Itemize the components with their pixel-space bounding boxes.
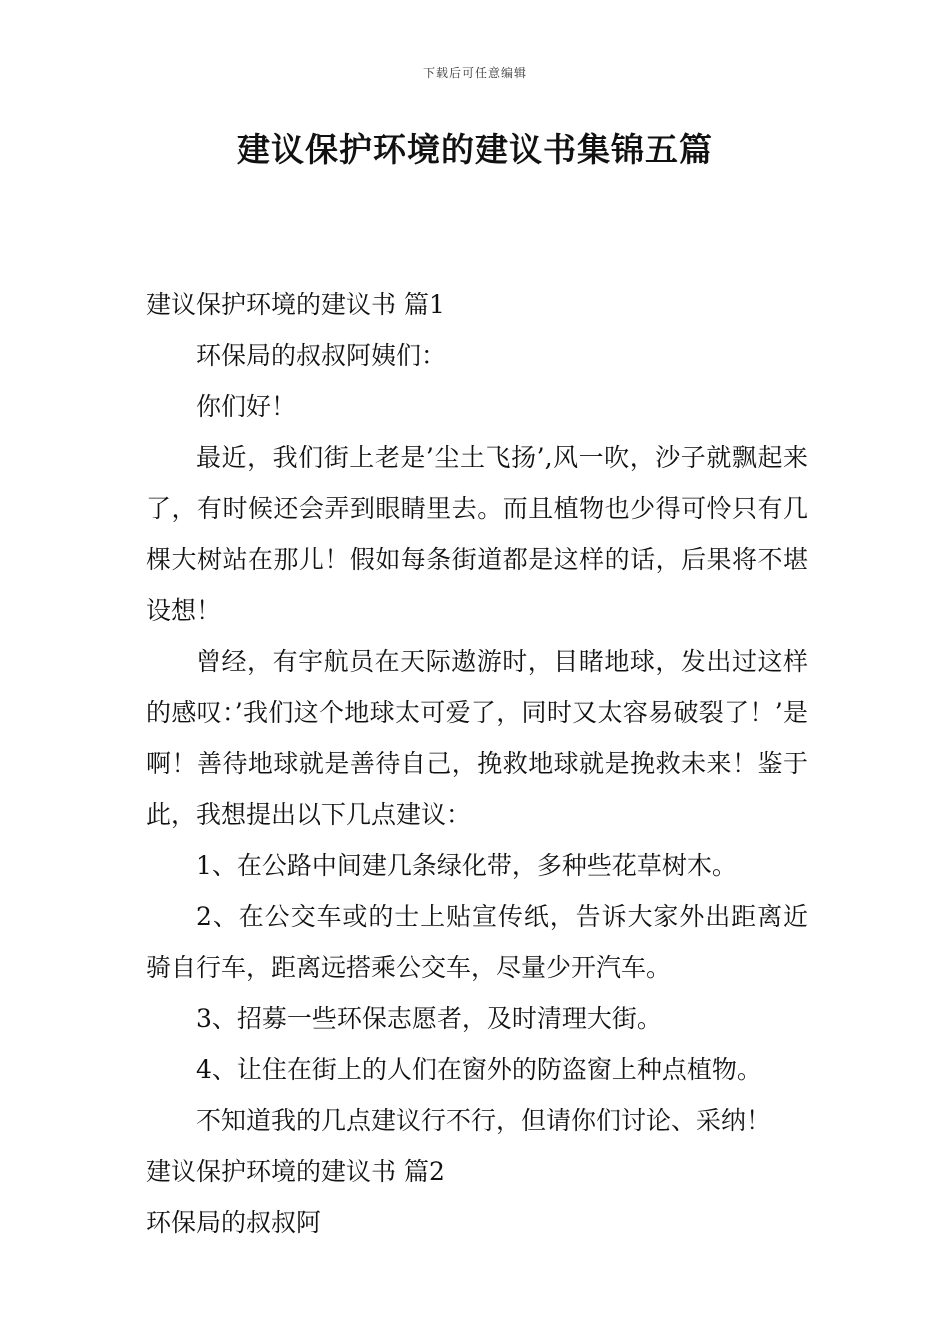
document-title: 建议保护环境的建议书集锦五篇 — [237, 130, 713, 169]
suggestion-item: 1、在公路中间建几条绿化带，多种些花草树木。 — [196, 851, 737, 880]
body-paragraph: 最近，我们街上老是’尘土飞扬’,风一吹，沙子就飘起来了，有时候还会弄到眼睛里去。而且植物也少得可怜只有几棵大树站在那儿！假如每条街道都是这样的话，后果将不堪设想！ — [146, 443, 808, 625]
closing-paragraph: 不知道我的几点建议行不行，但请你们讨论、采纳！ — [196, 1106, 772, 1135]
section-heading: 建议保护环境的建议书 篇2 — [146, 1157, 445, 1186]
section-heading: 建议保护环境的建议书 篇1 — [146, 290, 445, 319]
suggestion-item: 3、招募一些环保志愿者，及时清理大街。 — [196, 1004, 662, 1033]
header-note: 下载后可任意编辑 — [422, 66, 527, 80]
salutation: 环保局的叔叔阿姨们： — [196, 341, 447, 370]
suggestion-item: 4、让住在街上的人们在窗外的防盗窗上种点植物。 — [196, 1055, 762, 1084]
body-paragraph: 曾经，有宇航员在天际遨游时，目睹地球，发出过这样的感叹：’我们这个地球太可爱了，同时又太容易破裂了！’是啊！善待地球就是善待自己，挽救地球就是挽救未来！鉴于此，我想提出以下几点建议： — [146, 647, 808, 829]
greeting: 你们好！ — [196, 392, 297, 421]
salutation: 环保局的叔叔阿 — [146, 1208, 322, 1237]
suggestion-item: 2、在公交车或的士上贴宣传纸，告诉大家外出距离近骑自行车，距离远搭乘公交车，尽量少开汽车。 — [146, 902, 808, 982]
document-body — [146, 279, 808, 1248]
